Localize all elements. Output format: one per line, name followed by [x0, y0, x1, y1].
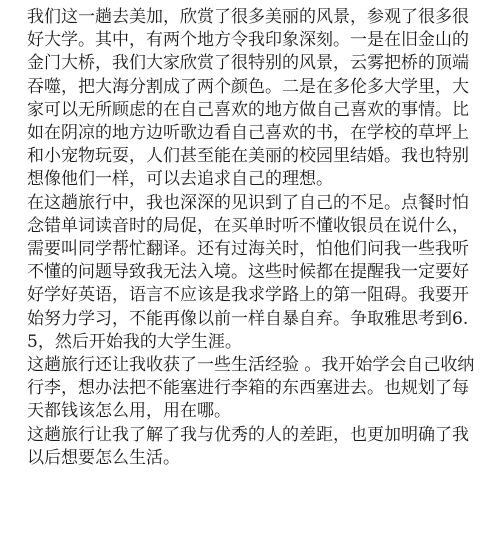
document-body	[27, 6, 479, 470]
paragraph-conclusion: 这趟旅行让我了解了我与优秀的人的差距，也更加明确了我以后想要怎么生活。	[27, 424, 469, 468]
paragraph-shortcomings: 在这趟旅行中，我也深深的见识到了自己的不足。点餐时怕念错单词读音时的局促，在买单时听不懂收银员在说什么，需要叫同学帮忙翻译。还有过海关时，怕他们问我一些我听不懂的问题导致我无法入境。这些时候都在提醒我一定要好好学好英语，语言不应该是我求学路上的第一阻碍。我要开始努力学习，不能再像以前一样自暴自弃。争取雅思考到6.5，然后开始我的大学生涯。	[27, 192, 469, 352]
paragraph-travel-impressions: 我们这一趟去美加，欣赏了很多美丽的风景，参观了很多很好大学。其中，有两个地方令我印象深刻。一是在旧金山的金门大桥，我们大家欣赏了很特别的风景，云雾把桥的顶端吞噬，把大海分割成了两个颜色。二是在多伦多大学里，大家可以无所顾虑的在自己喜欢的地方做自己喜欢的事情。比如在阴凉的地方边听歌边看自己喜欢的书，在学校的草坪上和小宠物玩耍，人们甚至能在美丽的校园里结婚。我也特别想像他们一样，可以去追求自己的理想。	[27, 7, 469, 190]
paragraph-life-experience: 这趟旅行还让我收获了一些生活经验 。我开始学会自己收纳行李，想办法把不能塞进行李箱的东西塞进去。也规划了每天都钱该怎么用，用在哪。	[27, 355, 475, 422]
